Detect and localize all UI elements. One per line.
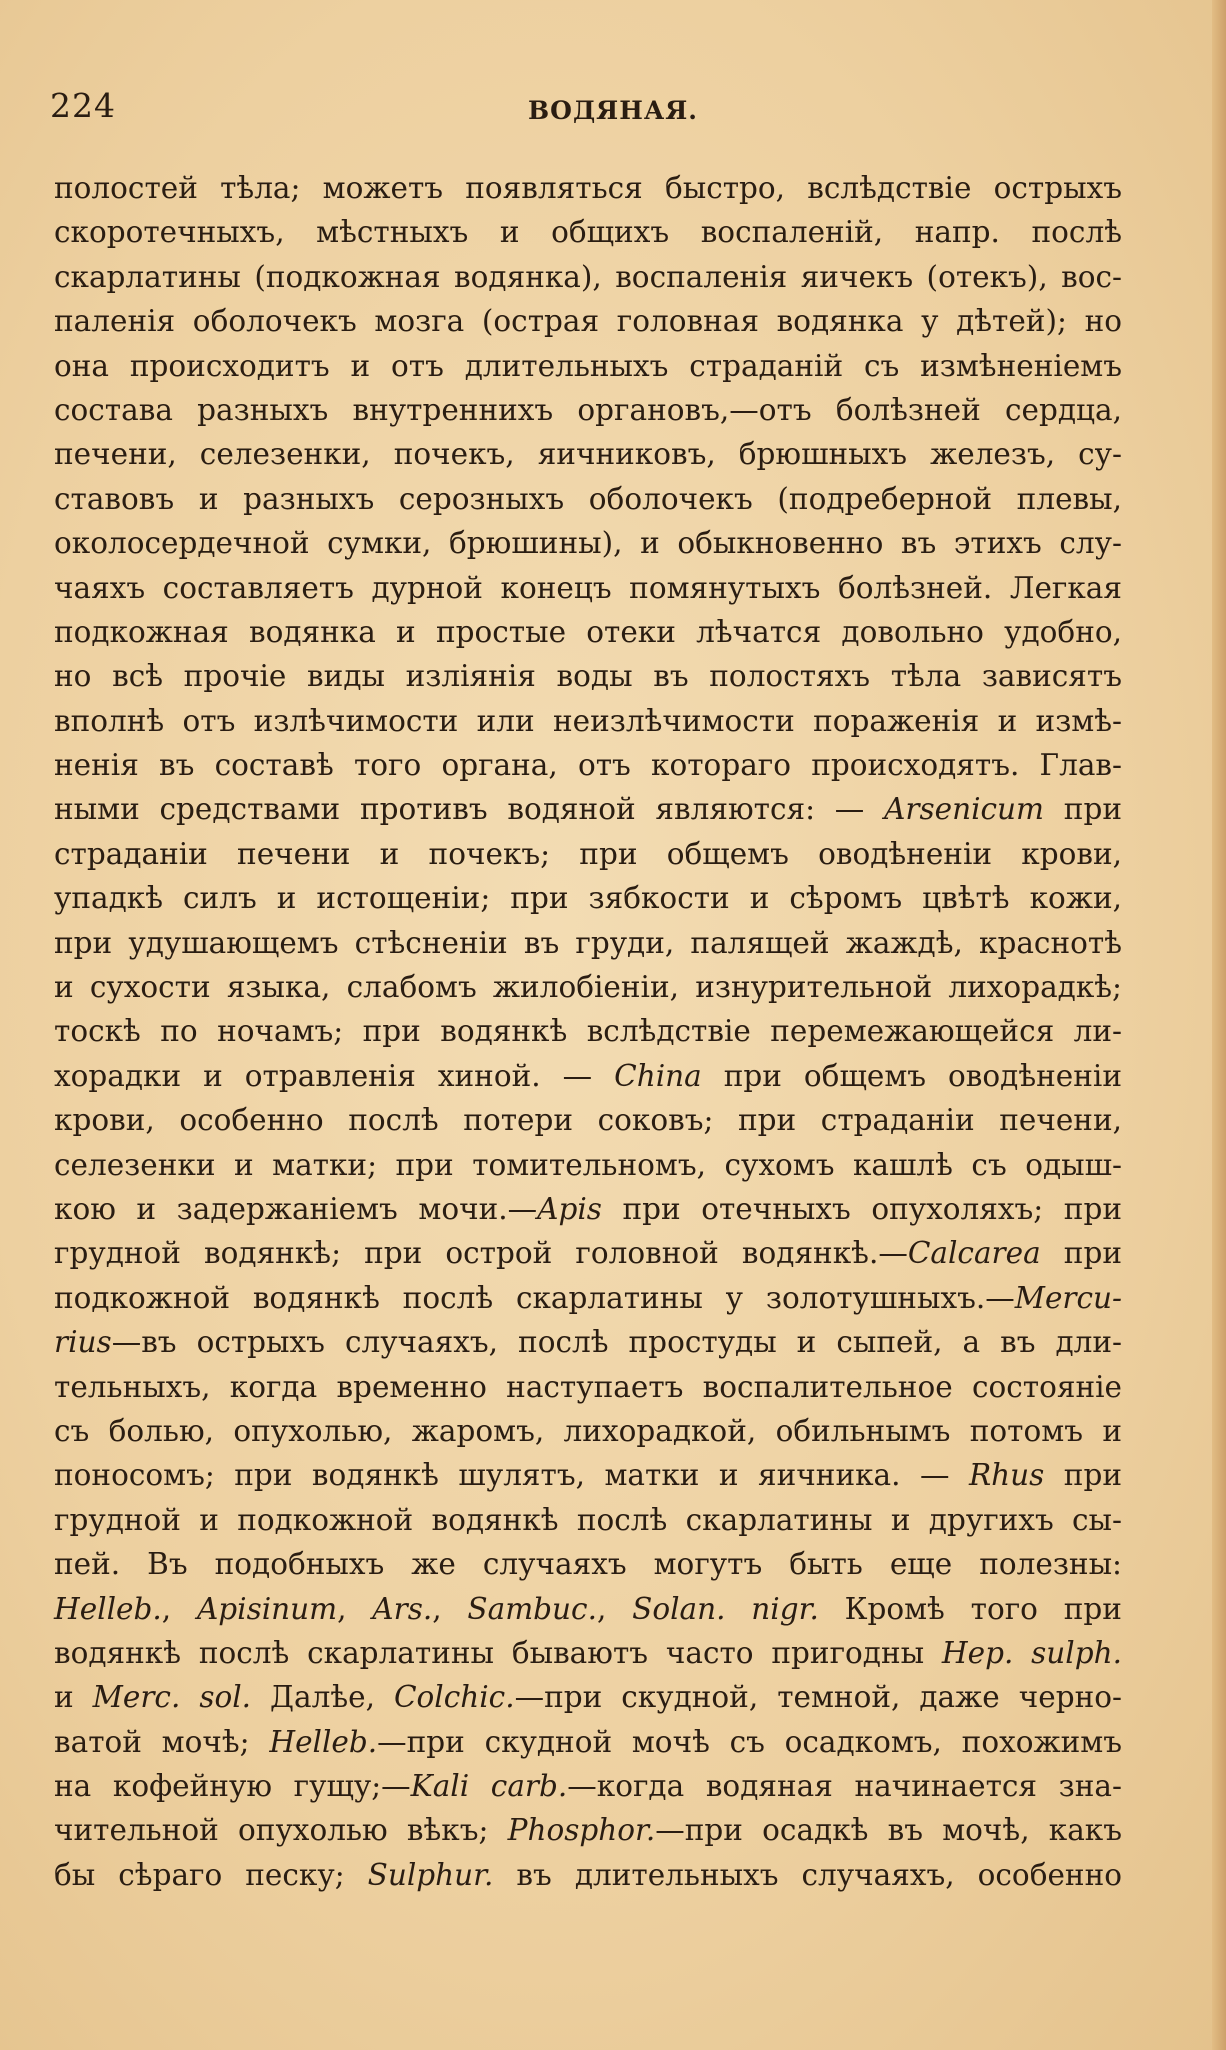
text-line: при удушающемъ стѣсненіи въ груди, палящей жаждѣ, краснотѣ: [54, 925, 1122, 960]
body-text: [54, 166, 1122, 1897]
text-line: ными средствами противъ водяной являются: — Arsenicum при: [54, 792, 1122, 827]
text-line: селезенки и матки; при томительномъ, сухомъ кашлѣ съ одыш-: [54, 1147, 1122, 1182]
text-line: поносомъ; при водянкѣ шулятъ, матки и яичника. — Rhus при: [54, 1458, 1122, 1493]
text-line: тельныхъ, когда временно наступаетъ воспалительное состояніе: [54, 1369, 1122, 1404]
text-line: съ болью, опухолью, жаромъ, лихорадкой, обильнымъ потомъ и: [54, 1413, 1122, 1448]
text-line: полостей тѣла; можетъ появляться быстро, вслѣдствіе острыхъ: [54, 171, 1122, 205]
text-line: страданіи печени и почекъ; при общемъ оводѣненіи крови,: [54, 836, 1122, 871]
text-line: околосердечной сумки, брюшины), и обыкновенно въ этихъ слу-: [54, 526, 1122, 561]
text-line: упадкѣ силъ и истощеніи; при зябкости и сѣромъ цвѣтѣ кожи,: [54, 881, 1122, 916]
text-line: чительной опухолью вѣкъ; Phosphor.—при осадкѣ въ мочѣ, какъ: [54, 1813, 1122, 1848]
text-line: и Merc. sol. Далѣе, Colchic.—при скудной, темной, даже черно-: [54, 1680, 1122, 1715]
text-line: печени, селезенки, почекъ, яичниковъ, брюшныхъ железъ, су-: [54, 437, 1122, 472]
text-line: подкожная водянка и простые отеки лѣчатся довольно удобно,: [54, 614, 1122, 649]
running-title: ВОДЯНАЯ.: [528, 96, 698, 125]
text-line: подкожной водянкѣ послѣ скарлатины у золотушныхъ.—Mercu-: [54, 1280, 1122, 1315]
page-edge-shadow: [1212, 0, 1226, 2050]
text-line: и сухости языка, слабомъ жилобіеніи, изнурительной лихорадкѣ;: [54, 970, 1122, 1005]
text-line: паленія оболочекъ мозга (острая головная водянка у дѣтей); но: [54, 304, 1122, 339]
text-line: на кофейную гущу;—Kali carb.—когда водяная начинается зна-: [54, 1769, 1122, 1804]
text-line: ватой мочѣ; Helleb.—при скудной мочѣ съ осадкомъ, похожимъ: [54, 1724, 1122, 1759]
text-line: вполнѣ отъ излѣчимости или неизлѣчимости пораженія и измѣ-: [54, 703, 1122, 738]
text-line: пей. Въ подобныхъ же случаяхъ могутъ быть еще полезны:: [54, 1547, 1122, 1582]
text-line: ненія въ составѣ того органа, отъ котораго происходятъ. Глав-: [54, 748, 1122, 783]
page-number: 224: [50, 86, 116, 125]
text-line: крови, особенно послѣ потери соковъ; при страданіи печени,: [54, 1103, 1122, 1138]
text-line: хорадки и отравленія хиной. — China при общемъ оводѣненіи: [54, 1058, 1123, 1093]
text-line: состава разныхъ внутреннихъ органовъ,—отъ болѣзней сердца,: [54, 392, 1122, 427]
text-line: она происходитъ и отъ длительныхъ страданій съ измѣненіемъ: [54, 348, 1122, 383]
text-line: скарлатины (подкожная водянка), воспаленія яичекъ (отекъ), вос-: [54, 259, 1122, 294]
text-line: тоскѣ по ночамъ; при водянкѣ вслѣдствіе перемежающейся ли-: [54, 1014, 1122, 1049]
text-line: бы сѣраго песку; Sulphur. въ длительныхъ случаяхъ, особенно: [54, 1857, 1122, 1892]
text-line: но всѣ прочіе виды изліянія воды въ полостяхъ тѣла зависятъ: [54, 659, 1122, 694]
text-line: водянкѣ послѣ скарлатины бываютъ часто пригодны Hep. sulph.: [54, 1635, 1122, 1670]
text-line: rius—въ острыхъ случаяхъ, послѣ простуды и сыпей, а въ дли-: [54, 1325, 1122, 1360]
text-line: ставовъ и разныхъ серозныхъ оболочекъ (подреберной плевы,: [54, 481, 1122, 516]
text-line: грудной и подкожной водянкѣ послѣ скарлатины и другихъ сы-: [54, 1502, 1122, 1537]
text-line: кою и задержаніемъ мочи.—Apis при отечныхъ опухоляхъ; при: [54, 1191, 1122, 1226]
text-line: скоротечныхъ, мѣстныхъ и общихъ воспаленій, напр. послѣ: [54, 215, 1122, 250]
text-line: грудной водянкѣ; при острой головной водянкѣ.—Calcarea при: [54, 1236, 1122, 1271]
text-line: Helleb., Apisinum, Ars., Sambuc., Solan. nigr. Кромѣ того при: [54, 1591, 1122, 1626]
text-line: чаяхъ составляетъ дурной конецъ помянутыхъ болѣзней. Легкая: [54, 570, 1122, 605]
